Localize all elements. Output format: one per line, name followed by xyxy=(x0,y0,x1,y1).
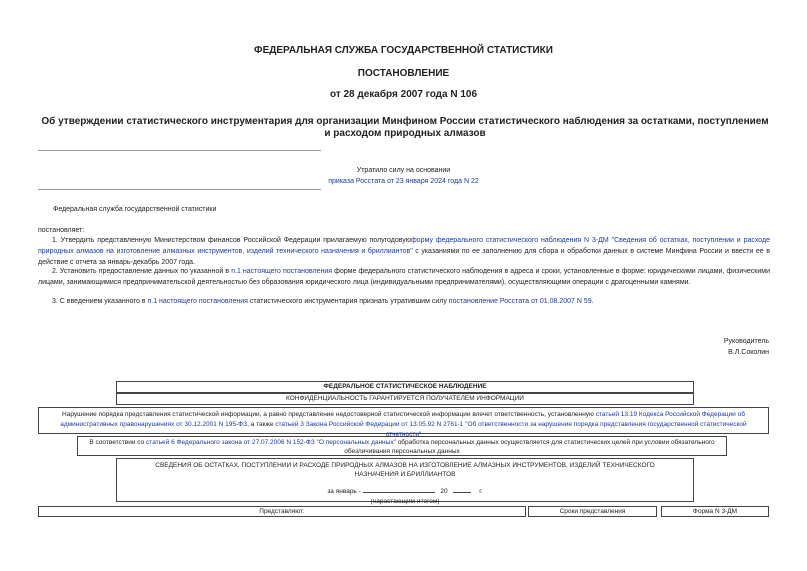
p2-clause-link[interactable]: п.1 настоящего постановления xyxy=(231,268,333,275)
form-personal-data-box xyxy=(77,436,727,456)
violation-text-b: , а также xyxy=(247,421,276,428)
violation-koap-link[interactable]: статьей 13.19 Кодекса Российской Федерации об административных правонарушениях от 30.12.2001 N 195-ФЗ xyxy=(60,411,745,428)
form-observation-box: ФЕДЕРАЛЬНОЕ СТАТИСТИЧЕСКОЕ НАБЛЮДЕНИЕ xyxy=(116,381,694,393)
period-year-prefix: 20 xyxy=(440,488,448,495)
agency-line: Федеральная служба государственной статистики xyxy=(53,206,217,213)
repeal-link[interactable]: приказа Росстата от 23 января 2024 года N 22 xyxy=(328,178,479,185)
violation-law-link[interactable]: статьей 3 Закона Российской Федерации от 13.05.92 N 2761-1 "Об ответственности за нарушение порядка представления государственной статистической отчетности" xyxy=(275,421,747,438)
repeal-note: Утратило силу на основании xyxy=(356,167,451,174)
p3-clause-link[interactable]: п.1 настоящего постановления xyxy=(147,298,248,305)
header-submitters: Представляют: xyxy=(38,506,526,517)
header-form-code: Форма N 3-ДМ xyxy=(661,506,769,517)
p1-text-b: с указаниями по ее заполнению для сбора и обработки данных в системе Минфина России и ввести ее в действие с отчета за январь-декабрь 2007 года. xyxy=(38,248,770,266)
personal-data-text-a: В соответствии со xyxy=(89,439,147,446)
p3-repealed-link[interactable]: постановление Росстата от 01.08.2007 N 59 xyxy=(448,298,592,305)
period-year-suffix: г. xyxy=(479,488,483,495)
doc-title: Об утверждении статистического инструментария для организации Минфином России статистического наблюдения за остатками, поступлением и расходом природных алмазов xyxy=(41,116,769,139)
paragraph-3 xyxy=(38,296,770,307)
p2-text-b: форме федерального статистического наблюдения в адреса и сроки, установленные в форме: юридическими лицами, физическими лицами, занимающимися предпринимательской деятельностью без образования юридического лица (индивидуальными предпринимателями), осуществляющими операции с драгоценными камнями. xyxy=(38,268,770,286)
paragraph-2 xyxy=(38,266,770,288)
p2-text-a: 2. Установить предоставление данных по указанной в xyxy=(52,268,232,275)
period-month-blank[interactable] xyxy=(363,484,435,493)
period-prefix: за январь - xyxy=(327,488,361,495)
form-confidential-box: КОНФИДЕНЦИАЛЬНОСТЬ ГАРАНТИРУЕТСЯ ПОЛУЧАТЕЛЕМ ИНФОРМАЦИИ xyxy=(116,393,694,405)
form-title-box xyxy=(116,458,694,505)
form-period-line xyxy=(147,484,663,496)
p1-form-link[interactable]: форму федерального статистического наблюдения N 3-ДМ "Сведения об остатках, поступлении и расходе природных алмазов на изготовление алмазных инструментов, изделий технического назначения и бриллиантов" xyxy=(38,237,770,255)
p1-text-a: 1. Утвердить представленную Министерством финансов Российской Федерации прилагаемую полугодовую xyxy=(52,237,412,244)
paragraph-1 xyxy=(38,235,770,268)
form-violation-box xyxy=(38,407,769,438)
signature-name: В.Л.Соколин xyxy=(728,349,769,356)
p3-text-b: статистического инструментария признать утратившим силу xyxy=(247,298,449,305)
p3-text-a: 3. С введением указанного в xyxy=(52,298,148,305)
doc-date-number: от 28 декабря 2007 года N 106 xyxy=(329,89,478,100)
period-note: (нарастающим итогом) xyxy=(370,498,440,505)
form-title: СВЕДЕНИЯ ОБ ОСТАТКАХ, ПОСТУПЛЕНИИ И РАСХОДЕ ПРИРОДНЫХ АЛМАЗОВ НА ИЗГОТОВЛЕНИЕ АЛМАЗНЫХ ИНСТРУМЕНТОВ, ИЗДЕЛИЙ ТЕХНИЧЕСКОГО НАЗНАЧЕНИЯ И БРИЛЛИАНТОВ xyxy=(155,462,655,478)
p3-text-c: . xyxy=(591,298,594,305)
signature-role: Руководитель xyxy=(723,338,769,345)
period-year-blank[interactable] xyxy=(453,484,471,493)
repeal-link-wrap xyxy=(0,176,807,187)
personal-data-law-link[interactable]: статьей 6 Федерального закона от 27.07.2006 N 152-ФЗ "О персональных данных" xyxy=(146,439,396,446)
doc-type: ПОСТАНОВЛЕНИЕ xyxy=(357,68,450,79)
violation-text-a: Нарушение порядка представления статистической информации, а равно представление недостоверной статистической информации влечет ответственность, установленную xyxy=(62,411,596,418)
decree-word: постановляет: xyxy=(38,227,85,234)
header-deadline: Сроки представления xyxy=(528,506,657,517)
divider-bottom xyxy=(38,189,321,190)
personal-data-text-b: обработка персональных данных осуществляется для статистических целей при условии обязательного обезличивания персональных данных xyxy=(344,439,715,455)
divider-top xyxy=(38,150,321,151)
agency-title: ФЕДЕРАЛЬНАЯ СЛУЖБА ГОСУДАРСТВЕННОЙ СТАТИСТИКИ xyxy=(254,45,553,56)
